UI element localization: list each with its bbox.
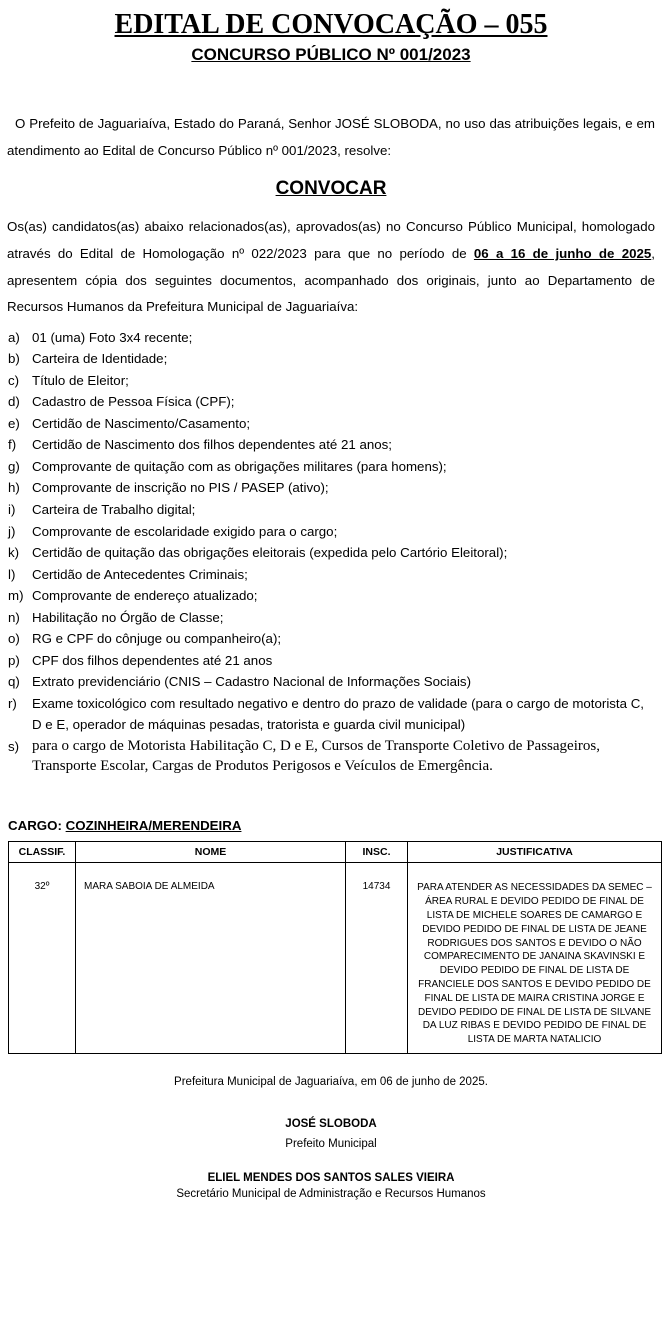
list-item bbox=[6, 499, 656, 521]
page-title: EDITAL DE CONVOCAÇÃO – 055 bbox=[114, 9, 548, 40]
table-row bbox=[9, 863, 662, 1054]
list-item bbox=[6, 671, 656, 693]
list-marker: o) bbox=[8, 631, 20, 647]
footer-signature2-name: ELIEL MENDES DOS SANTOS SALES VIEIRA bbox=[207, 1171, 455, 1184]
list-marker: f) bbox=[8, 437, 17, 453]
list-text: Cadastro de Pessoa Física (CPF); bbox=[32, 394, 235, 410]
list-item bbox=[6, 693, 656, 736]
documents-list bbox=[6, 327, 656, 777]
cell-nome: MARA SABOIA DE ALMEIDA bbox=[76, 863, 346, 1054]
list-marker: e) bbox=[8, 415, 20, 431]
cell-justificativa: PARA ATENDER AS NECESSIDADES DA SEMEC – ÁREA RURAL E DEVIDO PEDIDO DE FINAL DE LISTA DE MICHELE SOARES DE CAMARGO E DEVIDO PEDIDO DE FINAL DE LISTA DE JEANE RODRIGUES DOS SANTOS E DEVIDO O NÃO COMPARECIMENTO DE JANAINA SKAVINSKI E DEVIDO PEDIDO DE FINAL DE LISTA DE FRANCIELE DOS SANTOS E DEVIDO PEDIDO DE FINAL DE LISTA DE MAIRA CRISTINA JORGE E DEVIDO PEDIDO DE FINAL DE LISTA DE SILVANE DA LUZ RIBAS E DEVIDO PEDIDO DE FINAL DE LISTA DE MARTA NATALICIO bbox=[408, 863, 662, 1054]
list-text: Carteira de Trabalho digital; bbox=[32, 502, 196, 517]
list-text: para o cargo de Motorista Habilitação C, D e E, Cursos de Transporte Coletivo de Passageiros, Transporte Escolar, Cargas de Produtos Perigosos e Veículos de Emergência. bbox=[32, 737, 600, 775]
list-item bbox=[6, 542, 656, 564]
list-item bbox=[6, 607, 656, 629]
list-item bbox=[6, 564, 656, 586]
candidates-table bbox=[8, 841, 662, 1054]
list-text: Habilitação no Órgão de Classe; bbox=[32, 609, 224, 625]
list-marker: h) bbox=[8, 480, 20, 496]
cargo-value: COZINHEIRA/MERENDEIRA bbox=[65, 818, 242, 834]
footer-signature1-role: Prefeito Municipal bbox=[285, 1137, 377, 1150]
list-text: Título de Eleitor; bbox=[32, 372, 129, 388]
list-text: Comprovante de quitação com as obrigações militares (para homens); bbox=[32, 458, 447, 474]
list-marker: p) bbox=[8, 652, 20, 668]
list-item bbox=[6, 327, 656, 349]
table-header bbox=[9, 842, 662, 863]
list-item bbox=[6, 391, 656, 413]
list-text: Comprovante de inscrição no PIS / PASEP (ativo); bbox=[32, 480, 329, 496]
body-part2: , apresentem cópia dos seguintes documentos, acompanhado dos originais, junto ao Departamento de Recursos Humanos da Prefeitura Municipal de Jaguariaíva: bbox=[7, 245, 655, 315]
spacer bbox=[6, 67, 656, 111]
list-text: Certidão de quitação das obrigações eleitorais (expedida pelo Cartório Eleitoral); bbox=[32, 545, 508, 561]
body-highlight-period: 06 a 16 de junho de 2025 bbox=[473, 245, 652, 261]
list-text: Comprovante de escolaridade exigido para o cargo; bbox=[32, 523, 338, 539]
list-item bbox=[6, 456, 656, 478]
list-marker: g) bbox=[8, 458, 20, 474]
table-header-row bbox=[9, 842, 662, 863]
list-marker: n) bbox=[8, 609, 20, 625]
convocar-heading: CONVOCAR bbox=[275, 178, 387, 200]
list-text: CPF dos filhos dependentes até 21 anos bbox=[32, 652, 273, 668]
list-text: Exame toxicológico com resultado negativo e dentro do prazo de validade (para o cargo de motorista C, D e E, operador de máquinas pesadas, tratorista e guarda civil municipal) bbox=[32, 695, 645, 733]
column-header-classif: CLASSIF. bbox=[9, 842, 76, 863]
list-marker: j) bbox=[8, 523, 16, 539]
list-item bbox=[6, 736, 656, 777]
list-marker: d) bbox=[8, 394, 20, 410]
document-footer bbox=[6, 1076, 656, 1200]
footer-signature1-name: JOSÉ SLOBODA bbox=[285, 1117, 377, 1130]
cell-insc: 14734 bbox=[346, 863, 408, 1054]
body-paragraph bbox=[6, 214, 656, 320]
list-item bbox=[6, 348, 656, 370]
list-text: Carteira de Identidade; bbox=[32, 351, 168, 367]
list-text: Certidão de Antecedentes Criminais; bbox=[32, 566, 248, 582]
intro-paragraph: O Prefeito de Jaguariaíva, Estado do Paraná, Senhor JOSÉ SLOBODA, no uso das atribuições legais, e em atendimento ao Edital de Concurso Público nº 001/2023, resolve: bbox=[7, 116, 655, 158]
list-item bbox=[6, 370, 656, 392]
column-header-nome: NOME bbox=[76, 842, 346, 863]
list-text: RG e CPF do cônjuge ou companheiro(a); bbox=[32, 631, 282, 647]
cargo-line bbox=[8, 818, 656, 833]
list-marker: i) bbox=[8, 502, 16, 517]
list-marker: r) bbox=[8, 695, 17, 711]
footer-local-date: Prefeitura Municipal de Jaguariaíva, em 06 de junho de 2025. bbox=[174, 1075, 488, 1088]
list-marker: l) bbox=[8, 566, 16, 582]
cargo-label: CARGO: bbox=[8, 818, 62, 834]
list-item bbox=[6, 650, 656, 672]
list-marker: k) bbox=[8, 545, 20, 561]
list-text: Extrato previdenciário (CNIS – Cadastro Nacional de Informações Sociais) bbox=[32, 674, 471, 690]
body-part1: Os(as) candidatos(as) abaixo relacionados(as), aprovados(as) no Concurso Público Municipal, homologado através do Edital de Homologação nº 022/2023 para que no período de bbox=[7, 219, 655, 261]
page-subtitle: CONCURSO PÚBLICO Nº 001/2023 bbox=[191, 44, 471, 64]
footer-signature2-role: Secretário Municipal de Administração e Recursos Humanos bbox=[176, 1187, 486, 1200]
list-text: Certidão de Nascimento/Casamento; bbox=[32, 415, 251, 431]
list-item bbox=[6, 477, 656, 499]
cell-classif: 32º bbox=[9, 863, 76, 1054]
list-item bbox=[6, 521, 656, 543]
list-item bbox=[6, 413, 656, 435]
list-marker: m) bbox=[8, 588, 24, 604]
list-text: Certidão de Nascimento dos filhos dependentes até 21 anos; bbox=[32, 437, 392, 453]
list-marker: s) bbox=[8, 738, 20, 754]
list-item bbox=[6, 585, 656, 607]
column-header-justificativa: JUSTIFICATIVA bbox=[408, 842, 662, 863]
list-item bbox=[6, 434, 656, 456]
list-text: 01 (uma) Foto 3x4 recente; bbox=[32, 329, 193, 345]
list-marker: c) bbox=[8, 372, 20, 388]
list-marker: a) bbox=[8, 329, 20, 345]
list-text: Comprovante de endereço atualizado; bbox=[32, 588, 258, 604]
column-header-insc: INSC. bbox=[346, 842, 408, 863]
list-marker: b) bbox=[8, 351, 20, 367]
list-marker: q) bbox=[8, 674, 20, 690]
list-item bbox=[6, 628, 656, 650]
table-body bbox=[9, 863, 662, 1054]
